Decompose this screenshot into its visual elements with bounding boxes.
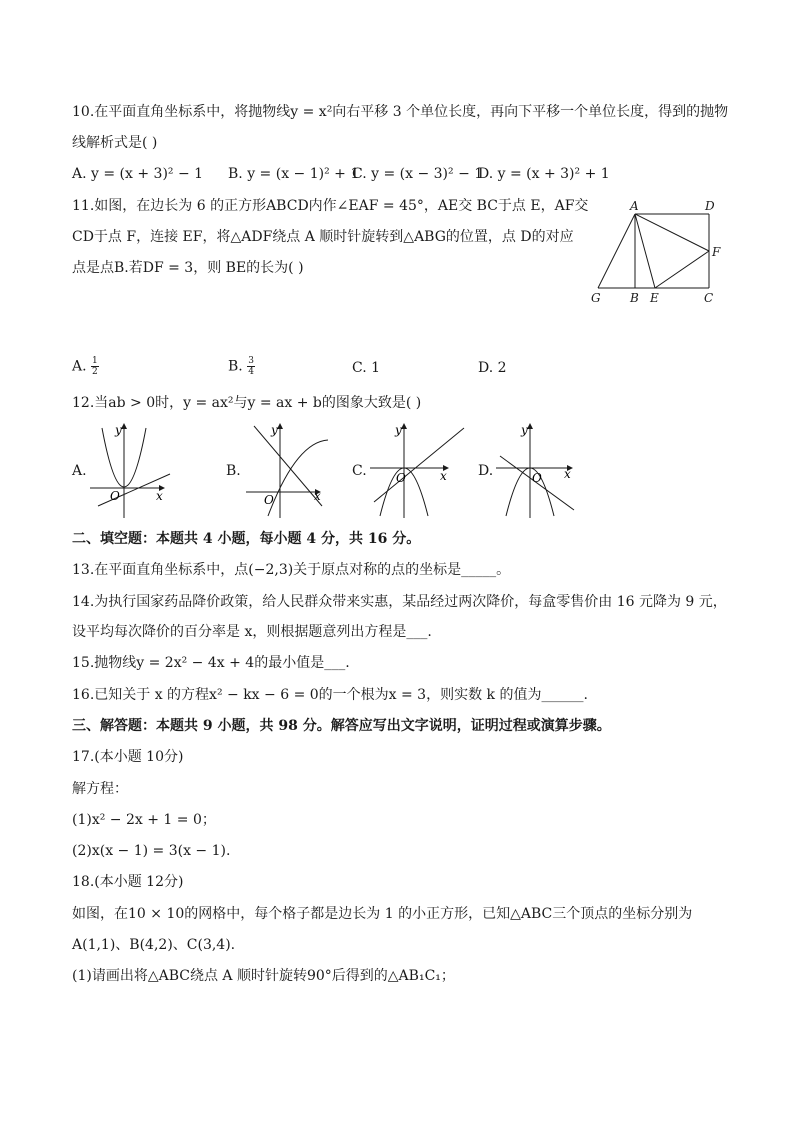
q12-graph-b <box>244 420 336 520</box>
q10-option-b: B. y = (x − 1)² + 1 <box>228 166 360 182</box>
section-2-heading: 二、填空题：本题共 4 小题，每小题 4 分，共 16 分。 <box>72 531 421 547</box>
origin-label: O <box>396 471 406 485</box>
q10-line2: 线解析式是( ) <box>72 135 158 151</box>
label-G: G <box>591 291 601 305</box>
x-label: x <box>440 469 447 483</box>
q11-option-a-prefix: A. <box>72 358 87 375</box>
q14-line2: 设平均每次降价的百分率是 x，则根据题意列出方程是___. <box>72 624 432 640</box>
label-D: D <box>705 199 715 213</box>
q18-line2: A(1,1)、B(4,2)、C(3,4). <box>72 937 236 953</box>
y-label: y <box>521 423 528 437</box>
q10-option-a: A. y = (x + 3)² − 1 <box>72 166 204 182</box>
q17-part-2: (2)x(x − 1) = 3(x − 1). <box>72 843 231 859</box>
q11-line3: 点是点B.若DF = 3，则 BE的长为( ) <box>72 260 304 276</box>
q11-option-a-num: 1 <box>92 356 98 366</box>
y-label: y <box>115 423 122 437</box>
q12-graph-a <box>88 420 180 520</box>
section-3-heading: 三、解答题：本题共 9 小题，共 98 分。解答应写出文字说明，证明过程或演算步骤。 <box>72 718 611 734</box>
q17-instruction: 解方程： <box>72 781 128 797</box>
origin-label: O <box>110 489 120 503</box>
q11-option-a-fraction <box>91 356 99 377</box>
label-B: B <box>630 291 639 305</box>
q12-graph-c <box>368 420 468 520</box>
x-label: x <box>314 489 321 503</box>
q13-line1: 13.在平面直角坐标系中，点(−2,3)关于原点对称的点的坐标是_____。 <box>72 562 511 578</box>
q11-option-b <box>228 356 255 377</box>
label-E: E <box>650 291 659 305</box>
q12-graph-b-prefix: B. <box>226 463 241 479</box>
q11-option-c: C. 1 <box>352 360 381 376</box>
q10-line1: 10.在平面直角坐标系中，将抛物线y = x²向右平移 3 个单位长度，再向下平移一个单位长度，得到的抛物 <box>72 104 729 120</box>
q11-line2: CD于点 F，连接 EF，将△ADF绕点 A 顺时针旋转到△ABG的位置，点 D的对应 <box>72 229 574 245</box>
origin-label: O <box>264 493 274 507</box>
q11-option-b-fraction <box>247 356 255 377</box>
q18-header: 18.(本小题 12分) <box>72 874 184 890</box>
x-label: x <box>156 489 163 503</box>
q17-part-1: (1)x² − 2x + 1 = 0； <box>72 812 216 828</box>
q11-option-b-den: 4 <box>248 367 254 377</box>
q12-graph-a-prefix: A. <box>72 463 87 479</box>
label-F: F <box>712 245 721 259</box>
y-label: y <box>271 423 278 437</box>
q11-option-b-num: 3 <box>248 356 254 366</box>
x-label: x <box>564 467 571 481</box>
label-C: C <box>704 291 714 305</box>
q12-graph-d-prefix: D. <box>478 463 494 479</box>
q10-option-c: C. y = (x − 3)² − 1 <box>352 166 484 182</box>
q12-graph-c-prefix: C. <box>352 463 367 479</box>
square-figure <box>585 198 730 308</box>
q15-line1: 15.抛物线y = 2x² − 4x + 4的最小值是___. <box>72 655 350 671</box>
q11-option-a-den: 2 <box>92 367 98 377</box>
edge-EF <box>655 251 709 288</box>
y-label: y <box>395 423 402 437</box>
edge-AG <box>598 214 635 288</box>
q14-line1: 14.为执行国家药品降价政策，给人民群众带来实惠，某品经过两次降价，每盒零售价由 16 元降为 9 元， <box>72 594 727 610</box>
q11-option-a <box>72 356 99 377</box>
q16-line1: 16.已知关于 x 的方程x² − kx − 6 = 0的一个根为x = 3，则实数 k 的值为______. <box>72 687 588 703</box>
q11-line1: 11.如图，在边长为 6 的正方形ABCD内作∠EAF = 45°，AE交 BC于点 E，AF交 <box>72 198 589 214</box>
q17-header: 17.(本小题 10分) <box>72 749 184 765</box>
q10-option-d: D. y = (x + 3)² + 1 <box>478 166 610 182</box>
q11-option-d: D. 2 <box>478 360 507 376</box>
origin-label: O <box>532 471 542 485</box>
edge-AF <box>635 214 709 251</box>
q12-graph-d <box>494 420 586 520</box>
q18-line1: 如图，在10 × 10的网格中，每个格子都是边长为 1 的小正方形，已知△ABC三个顶点的坐标分别为 <box>72 906 693 922</box>
q18-part-1: (1)请画出将△ABC绕点 A 顺时针旋转90°后得到的△AB₁C₁； <box>72 968 455 984</box>
line <box>374 428 464 502</box>
q12-line1: 12.当ab > 0时，y = ax²与y = ax + b的图象大致是( ) <box>72 395 422 411</box>
edge-AE <box>635 214 655 288</box>
q11-option-b-prefix: B. <box>228 358 243 375</box>
label-A: A <box>630 199 639 213</box>
